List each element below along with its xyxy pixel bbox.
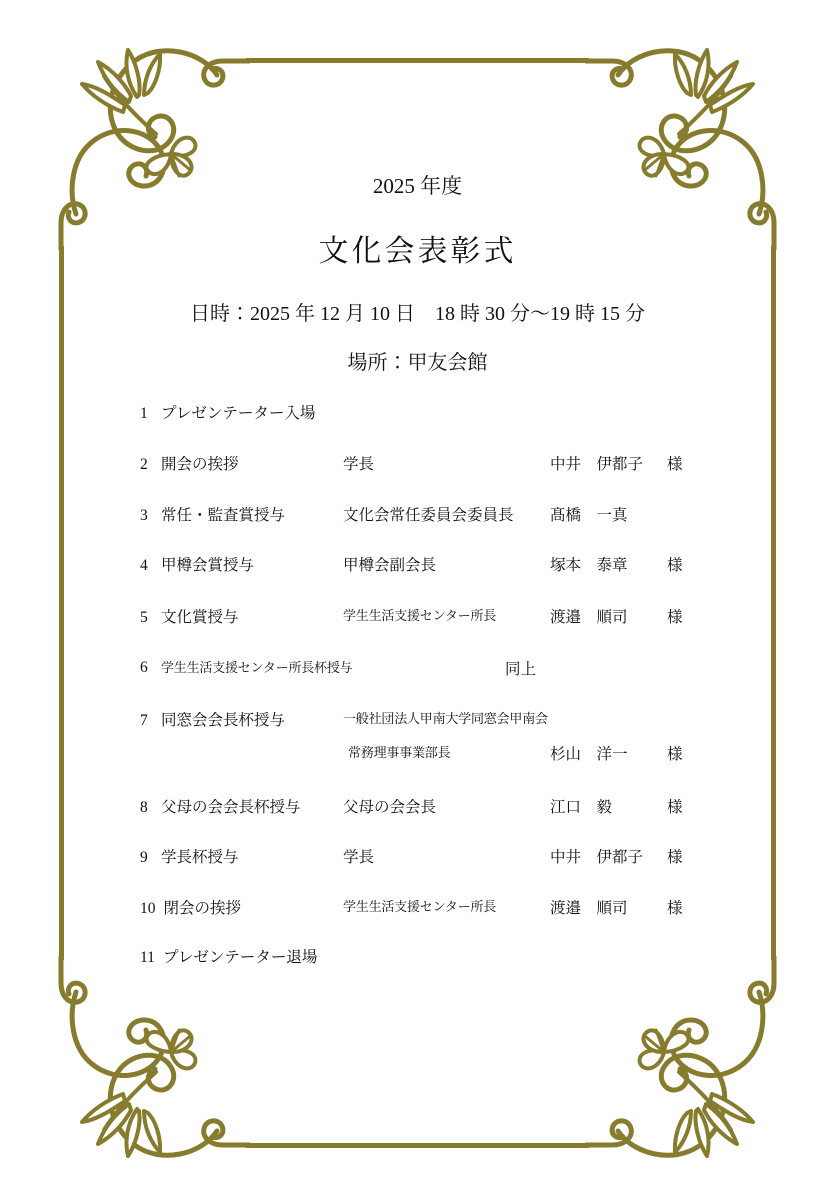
row-name: 中井 伊都子 — [550, 849, 644, 866]
row-role: 文化会常任委員会委員長 — [343, 507, 514, 524]
program-row — [140, 708, 720, 768]
venue-line: 場所：甲友会館 — [347, 352, 488, 374]
frame-line-bottom — [246, 1143, 589, 1148]
corner-flourish-icon — [585, 956, 795, 1166]
program-row — [140, 452, 720, 478]
row-number: 2 — [140, 456, 148, 473]
row-name: 髙橋 一真 — [550, 507, 628, 524]
row-item: 開会の挨拶 — [161, 456, 239, 473]
program-row — [140, 605, 720, 631]
row-number: 9 — [140, 849, 148, 866]
row-name: 渡邉 順司 — [550, 609, 628, 626]
row-item: 甲樽会賞授与 — [161, 557, 255, 574]
row-honorific: 様 — [667, 746, 683, 763]
fiscal-year-line: 2025 年度 — [372, 174, 463, 198]
row-name: 杉山 洋一 — [550, 746, 628, 763]
row-item: 学長杯授与 — [161, 849, 239, 866]
row-number: 8 — [140, 799, 148, 816]
row-role-line2: 常務理事事業部長 — [348, 745, 451, 760]
row-number: 6 — [140, 659, 148, 676]
row-honorific: 様 — [667, 609, 683, 626]
row-name: 中井 伊都子 — [550, 456, 644, 473]
row-number: 1 — [140, 405, 148, 422]
row-item: プレゼンテーター入場 — [161, 405, 316, 422]
row-role: 甲樽会副会長 — [343, 557, 437, 574]
row-honorific: 様 — [667, 456, 683, 473]
row-item: プレゼンテーター退場 — [162, 949, 318, 966]
frame-line-top — [246, 58, 589, 63]
row-item: 学生生活支援センター所長杯授与 — [161, 660, 353, 675]
row-role: 学生生活支援センター所長 — [343, 899, 497, 914]
row-name: 塚本 泰章 — [550, 557, 628, 574]
row-number: 4 — [140, 557, 148, 574]
row-name: 渡邉 順司 — [550, 900, 628, 917]
row-role: 一般社団法人甲南大学同窓会甲南会 — [343, 711, 548, 726]
program-row — [140, 896, 720, 922]
corner-flourish-icon — [585, 40, 795, 250]
row-item: 文化賞授与 — [161, 609, 239, 626]
program-row — [140, 845, 720, 871]
row-item: 父母の会会長杯授与 — [161, 799, 301, 816]
page-title: 文化会表彰式 — [318, 235, 517, 268]
program-row — [140, 945, 720, 971]
program-row — [140, 795, 720, 821]
row-name: 同上 — [505, 661, 537, 678]
row-number: 3 — [140, 507, 148, 524]
row-honorific: 様 — [667, 849, 683, 866]
row-honorific: 様 — [667, 799, 683, 816]
row-role: 父母の会会長 — [343, 799, 437, 816]
program-row — [140, 553, 720, 579]
row-number: 5 — [140, 609, 148, 626]
row-honorific: 様 — [667, 900, 683, 917]
row-item: 閉会の挨拶 — [163, 900, 242, 917]
row-role: 学長 — [343, 456, 375, 473]
row-name: 江口 毅 — [550, 799, 613, 816]
row-honorific: 様 — [667, 557, 683, 574]
row-role: 学長 — [343, 849, 375, 866]
program-row — [140, 503, 720, 529]
row-item: 同窓会会長杯授与 — [161, 712, 286, 729]
program-row — [140, 401, 720, 427]
corner-flourish-icon — [40, 40, 250, 250]
datetime-line: 日時：2025 年 12 月 10 日 18 時 30 分～19 時 15 分 — [190, 303, 645, 325]
corner-flourish-icon — [40, 956, 250, 1166]
program-row — [140, 657, 720, 683]
row-number: 10 — [140, 900, 156, 917]
row-role: 学生生活支援センター所長 — [343, 608, 497, 623]
row-number: 7 — [140, 712, 148, 729]
row-item: 常任・監査賞授与 — [161, 507, 286, 524]
row-number: 11 — [140, 949, 155, 966]
